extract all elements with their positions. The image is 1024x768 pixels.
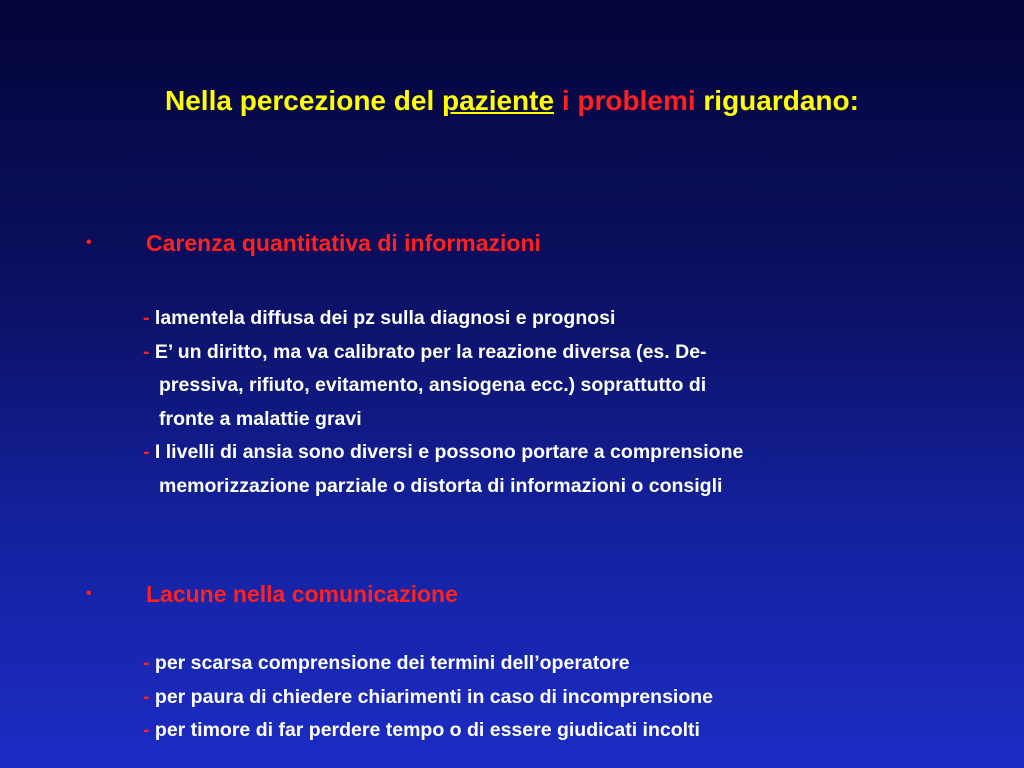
bullet-point-icon: • [86,233,92,251]
list-item: - per timore di far perdere tempo o di essere giudicati incolti [143,719,700,741]
title-underlined: paziente [442,85,555,116]
section-heading-text: Lacune nella comunicazione [146,580,458,607]
section-1-items [143,302,743,503]
list-item: - per paura di chiedere chiarimenti in caso di incomprensione [143,685,713,708]
title-part1: Nella percezione del [165,85,443,116]
section-2-items [143,647,713,748]
list-item: - E’ un diritto, ma va calibrato per la reazione diversa (es. De- [143,340,707,363]
title-part2: riguardano: [695,85,859,116]
section-heading-text: Carenza quantitativa di informazioni [146,229,541,256]
list-item-continuation: pressiva, rifiuto, evitamento, ansiogena ecc.) soprattutto di [159,374,707,396]
title-highlight: i problemi [561,85,696,116]
list-item: - per scarsa comprensione dei termini dell’operatore [143,652,630,674]
list-item-continuation: memorizzazione parziale o distorta di informazioni o consigli [159,474,723,497]
title-space [554,85,562,116]
list-item: - I livelli di ansia sono diversi e possono portare a comprensione [143,441,744,463]
slide-title [0,84,1024,118]
list-item: - lamentela diffusa dei pz sulla diagnosi e prognosi [143,307,616,329]
section-heading-2 [86,578,458,608]
bullet-point-icon: • [86,584,92,602]
section-heading-1 [86,227,541,257]
list-item-continuation: fronte a malattie gravi [159,407,362,430]
